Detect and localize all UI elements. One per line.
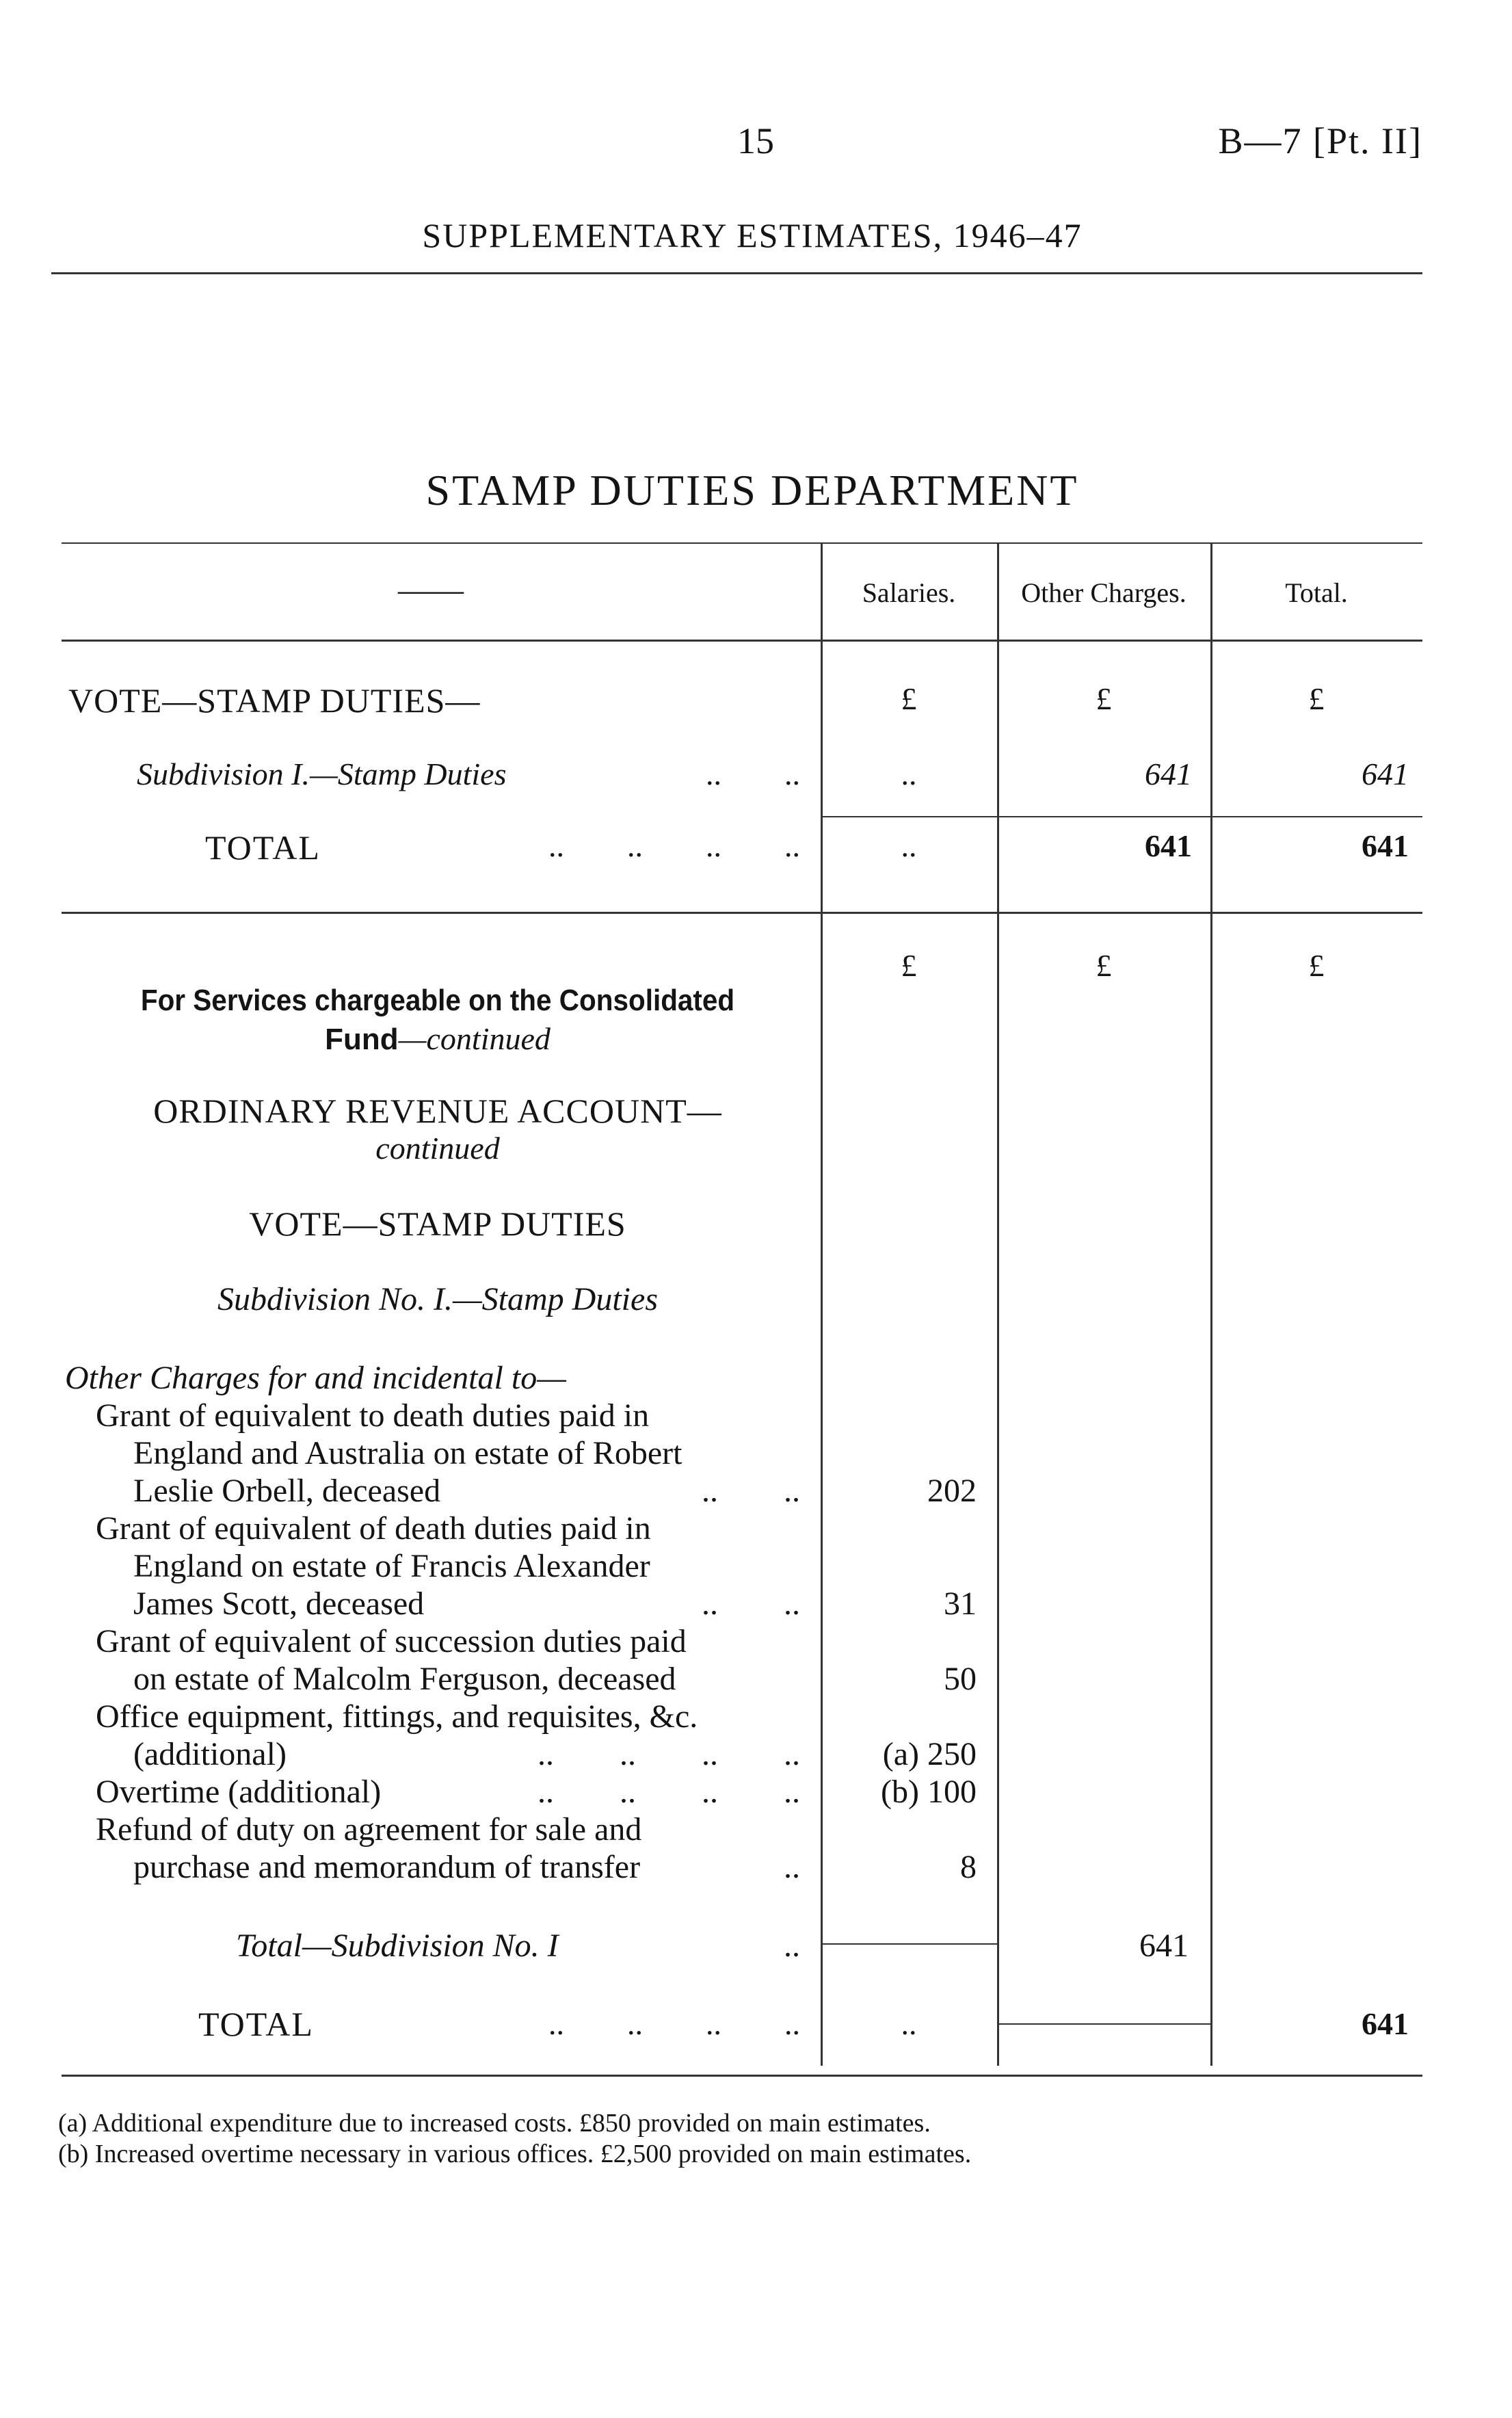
detail-other-currency: £: [1096, 948, 1112, 983]
item-leader: ..: [784, 1849, 800, 1885]
item-amount: 202: [927, 1473, 977, 1509]
footnote-a: (a) Additional expenditure due to increased costs. £850 provided on main estimates.: [58, 2109, 931, 2138]
item-line: on estate of Malcolm Ferguson, deceased: [133, 1661, 676, 1697]
item-amount: 31: [944, 1586, 977, 1622]
item-amount: (a) 250: [882, 1736, 977, 1772]
list-item: [96, 1698, 800, 1773]
item-line-text: purchase and memorandum of transfer: [133, 1849, 641, 1885]
item-leader: .. ..: [702, 1586, 800, 1622]
item-line: [96, 1848, 800, 1886]
detail-salaries-currency: £: [901, 948, 917, 983]
item-line: [96, 1773, 800, 1811]
list-item: [96, 1811, 800, 1886]
fund-continued: —continued: [398, 1021, 551, 1056]
summary-other-currency: £: [1096, 681, 1112, 716]
summary-total-total: 641: [1362, 828, 1409, 863]
item-line-text: (additional): [133, 1736, 287, 1772]
other-charges-heading: Other Charges.: [1021, 577, 1186, 608]
item-line: [96, 1585, 800, 1622]
running-title: SUPPLEMENTARY ESTIMATES, 1946–47: [422, 216, 1083, 254]
summary-subdivision-leader: .. ..: [706, 757, 800, 791]
summary-total-currency: £: [1308, 681, 1325, 716]
consolidated-fund-heading: For Services chargeable on the Consolidated: [140, 984, 735, 1017]
subtotal-label: Total—Subdivision No. I: [236, 1928, 559, 1964]
item-line: Grant of equivalent of succession duties paid: [96, 1623, 687, 1659]
subtotal-other: 641: [1139, 1928, 1189, 1964]
total-rule: [997, 2023, 1210, 2025]
department-title: STAMP DUTIES DEPARTMENT: [425, 466, 1079, 514]
item-line: Office equipment, fittings, and requisites, &c.: [96, 1698, 698, 1735]
header-rule: [51, 272, 1422, 274]
blank-column-heading: ——: [398, 572, 464, 608]
item-leader: .. .. .. ..: [538, 1774, 800, 1810]
fund-continued-heading: [68, 1021, 807, 1057]
summary-subdivision-salaries: ..: [901, 757, 917, 791]
other-charges-heading: Other Charges for and incidental to—: [65, 1360, 566, 1396]
detail-total-currency: £: [1308, 948, 1325, 983]
summary-total-leader: .. .. .. ..: [548, 828, 800, 863]
item-line-text: Overtime (additional): [96, 1774, 382, 1810]
fund-word: Fund: [325, 1023, 399, 1056]
item-line: Grant of equivalent to death duties paid in: [96, 1397, 650, 1434]
item-leader: .. .. .. ..: [538, 1736, 800, 1772]
item-line: England and Australia on estate of Robert: [133, 1435, 682, 1471]
detail-total-label: TOTAL: [198, 2005, 314, 2043]
item-line: Grant of equivalent of death duties paid in: [96, 1510, 651, 1547]
item-line-text: James Scott, deceased: [133, 1586, 425, 1622]
item-line: [96, 1472, 800, 1510]
summary-total-label: TOTAL: [205, 828, 321, 867]
item-line-text: Leslie Orbell, deceased: [133, 1473, 441, 1509]
summary-salaries-currency: £: [901, 681, 917, 716]
detail-total-leader: .. .. .. ..: [548, 2006, 800, 2041]
summary-subdivision-other: 641: [1145, 757, 1192, 791]
page-number: 15: [737, 120, 774, 161]
ordinary-revenue-continued: continued: [375, 1131, 500, 1166]
subtotal-rule: [821, 1943, 997, 1945]
total-heading: Total.: [1285, 577, 1348, 608]
list-item: [96, 1510, 800, 1622]
subtotal-leader: ..: [784, 1928, 800, 1964]
item-line: [96, 1735, 800, 1773]
detail-vote-title: VOTE—STAMP DUTIES: [249, 1205, 626, 1243]
ordinary-revenue-heading: ORDINARY REVENUE ACCOUNT—: [153, 1092, 722, 1130]
list-item: [96, 1773, 800, 1811]
item-leader: .. ..: [702, 1473, 800, 1509]
summary-vote-title: VOTE—STAMP DUTIES—: [68, 681, 481, 720]
summary-subdivision-total: 641: [1362, 757, 1409, 791]
detail-total-salaries: ..: [901, 2006, 917, 2041]
detail-total-total: 641: [1362, 2006, 1409, 2041]
table-bottom-rule: [62, 2075, 1422, 2077]
item-amount: 50: [944, 1661, 977, 1697]
table-top-rule: [62, 542, 1422, 544]
list-item: [96, 1397, 800, 1510]
item-amount: (b) 100: [881, 1774, 977, 1810]
detail-subdivision-title: Subdivision No. I.—Stamp Duties: [217, 1281, 658, 1317]
summary-subdivision-label: Subdivision I.—Stamp Duties: [137, 757, 507, 791]
document-reference: B—7 [Pt. II]: [1218, 120, 1422, 161]
salaries-heading: Salaries.: [862, 577, 956, 608]
summary-total-rule: [821, 816, 1422, 817]
item-line: England on estate of Francis Alexander: [133, 1548, 650, 1584]
section-divider-rule: [62, 912, 1422, 914]
list-item: [96, 1622, 800, 1698]
item-amount: 8: [960, 1849, 977, 1885]
table-header-rule: [62, 640, 1422, 642]
summary-total-other: 641: [1145, 828, 1192, 863]
item-line: Refund of duty on agreement for sale and: [96, 1811, 642, 1848]
footnote-b: (b) Increased overtime necessary in various offices. £2,500 provided on main estimates.: [58, 2140, 972, 2168]
summary-total-salaries: ..: [901, 828, 917, 863]
